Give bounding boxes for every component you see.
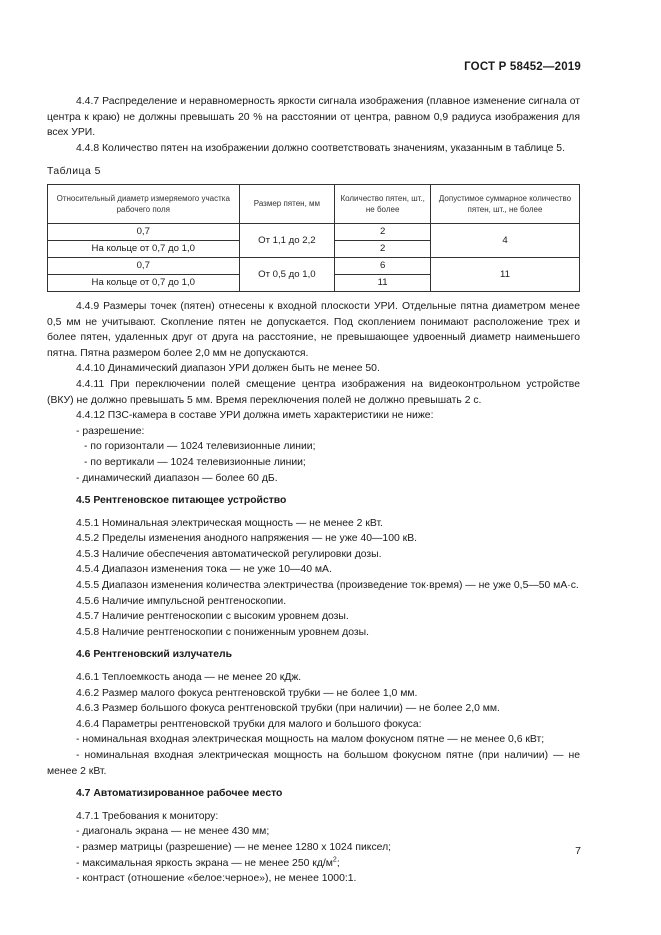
header-size: Размер пятен, мм	[239, 184, 335, 223]
para-4-4-11: 4.4.11 При переключении полей смещение центра изображения на видеоконтрольном устройстве (ВКУ) не должно превышать 5 мм. Время переключения полей не должно превышать 2 с.	[47, 378, 580, 406]
cell-count: 6	[335, 257, 431, 274]
superscript-2: 2	[332, 856, 337, 864]
page-content	[47, 94, 580, 887]
table-caption: Таблица 5	[47, 166, 101, 178]
header-count: Количество пятен, шт., не более	[335, 184, 431, 223]
table-5	[47, 184, 580, 292]
para-4-4-10: 4.4.10 Динамический диапазон УРИ должен быть не менее 50.	[76, 363, 380, 375]
para-4-6-4: 4.6.4 Параметры рентгеновской трубки для малого и большого фокуса:	[76, 718, 422, 730]
list-item	[47, 856, 580, 872]
list-item: - диагональ экрана — не менее 430 мм;	[76, 826, 270, 838]
para-4-4-7: 4.4.7 Распределение и неравномерность яркости сигнала изображения (плавное изменение сигнала от центра к краю) не должны превышать 20 % на расстоянии от центра, равном 0,9 радиуса изображения для всех УРИ.	[47, 96, 580, 139]
para-4-5-5: 4.5.5 Диапазон изменения количества электричества (произведение ток·время) — не уже 0,5—50 мА·с.	[76, 580, 579, 592]
cell-size: От 1,1 до 2,2	[239, 223, 335, 257]
cell-total: 11	[431, 257, 580, 291]
section-title-4-5: 4.5 Рентгеновское питающее устройство	[76, 495, 287, 507]
cell-count: 2	[335, 240, 431, 257]
para-4-4-9: 4.4.9 Размеры точек (пятен) отнесены к входной плоскости УРИ. Отдельные пятна диаметром менее 0,5 мм не учитывают. Скопление пятен не допускается. Под скоплением понимают расположение трех и более пятен, удаленных друг от друга на расстояние, не превышающее удвоенный диаметр наименьшего пятна. Пятна размером более 2,0 мм не допускаются.	[47, 300, 580, 359]
section-title-4-7: 4.7 Автоматизированное рабочее место	[76, 788, 283, 800]
cell-diameter: 0,7	[48, 257, 240, 274]
cell-diameter: На кольце от 0,7 до 1,0	[48, 240, 240, 257]
cell-count: 11	[335, 274, 431, 291]
para-4-6-2: 4.6.2 Размер малого фокуса рентгеновской трубки — не более 1,0 мм.	[76, 687, 418, 699]
list-item: - динамический диапазон — более 60 дБ.	[76, 472, 278, 484]
header-total: Допустимое суммарное количество пятен, шт., не более	[431, 184, 580, 223]
para-4-6-3: 4.6.3 Размер большого фокуса рентгеновской трубки (при наличии) — не более 2,0 мм.	[76, 703, 500, 715]
para-4-5-8: 4.5.8 Наличие рентгеноскопии с пониженным уровнем дозы.	[76, 626, 369, 638]
brightness-end: ;	[336, 857, 340, 869]
para-4-5-1: 4.5.1 Номинальная электрическая мощность — не менее 2 кВт.	[76, 517, 383, 529]
section-title-4-6: 4.6 Рентгеновский излучатель	[76, 649, 232, 661]
list-item: - номинальная входная электрическая мощность на большом фокусном пятне (при наличии) — не менее 2 кВт.	[47, 750, 580, 777]
list-item: - размер матрицы (разрешение) — не менее 1280 x 1024 пиксел;	[76, 841, 392, 853]
list-item: - контраст (отношение «белое:черное»), не менее 1000:1.	[76, 873, 357, 885]
para-4-5-4: 4.5.4 Диапазон изменения тока — не уже 10—40 мА.	[76, 564, 332, 576]
para-4-7-1: 4.7.1 Требования к монитору:	[76, 810, 219, 822]
list-item: - разрешение:	[76, 425, 145, 437]
para-4-4-8: 4.4.8 Количество пятен на изображении должно соответствовать значениям, указанным в таблице 5.	[76, 142, 565, 154]
para-4-6-1: 4.6.1 Теплоемкость анода — не менее 20 кДж.	[76, 672, 302, 684]
list-item: - номинальная входная электрическая мощность на малом фокусном пятне — не менее 0,6 кВт;	[76, 734, 545, 746]
brightness-text: - максимальная яркость экрана — не менее 250 кд/м	[76, 857, 333, 869]
para-4-5-3: 4.5.3 Наличие обеспечения автоматической регулировки дозы.	[76, 548, 382, 560]
header-diameter: Относительный диаметр измеряемого участка рабочего поля	[48, 184, 240, 223]
para-4-5-2: 4.5.2 Пределы изменения анодного напряжения — не уже 40—100 кВ.	[76, 533, 418, 545]
table-row	[48, 257, 580, 274]
cell-diameter: На кольце от 0,7 до 1,0	[48, 274, 240, 291]
para-4-5-6: 4.5.6 Наличие импульсной рентгеноскопии.	[76, 595, 287, 607]
para-4-4-12: 4.4.12 ПЗС-камера в составе УРИ должна иметь характеристики не ниже:	[76, 410, 434, 422]
cell-count: 2	[335, 223, 431, 240]
cell-diameter: 0,7	[48, 223, 240, 240]
cell-total: 4	[431, 223, 580, 257]
table-header-row	[48, 184, 580, 223]
table-row	[48, 223, 580, 240]
document-header: ГОСТ Р 58452—2019	[464, 61, 581, 73]
list-item: - по вертикали — 1024 телевизионные линии;	[84, 456, 306, 468]
page-number: 7	[575, 845, 581, 857]
cell-size: От 0,5 до 1,0	[239, 257, 335, 291]
list-item: - по горизонтали — 1024 телевизионные линии;	[84, 441, 316, 453]
para-4-5-7: 4.5.7 Наличие рентгеноскопии с высоким уровнем дозы.	[76, 611, 349, 623]
